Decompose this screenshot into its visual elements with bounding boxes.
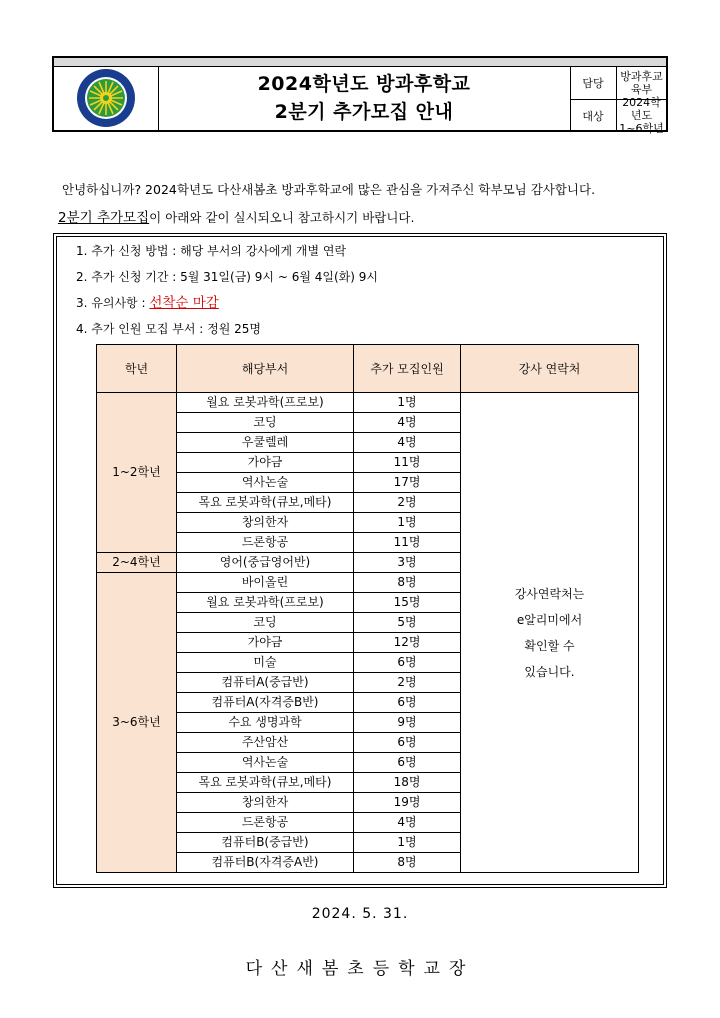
intro-emphasis: 2분기 추가모집 <box>58 210 150 226</box>
grade-cell: 1~2학년 <box>97 393 177 553</box>
intro-paragraph <box>58 176 672 232</box>
department-cell: 바이올린 <box>177 573 354 593</box>
item-notes <box>76 290 378 316</box>
department-cell: 드론항공 <box>177 813 354 833</box>
header-department: 해당부서 <box>177 345 354 393</box>
department-cell: 컴퓨터B(중급반) <box>177 833 354 853</box>
intro-line-2-rest: 이 아래와 같이 실시되오니 참고하시기 바랍니다. <box>149 210 415 225</box>
title-cell <box>158 66 571 130</box>
department-cell: 주산암산 <box>177 733 354 753</box>
item-apply-period: 2. 추가 신청 기간 : 5월 31일(금) 9시 ~ 6월 4일(화) 9시 <box>76 270 378 284</box>
count-cell: 9명 <box>354 713 461 733</box>
department-cell: 창의한자 <box>177 793 354 813</box>
department-cell: 수요 생명과학 <box>177 713 354 733</box>
count-cell: 6명 <box>354 693 461 713</box>
count-cell: 6명 <box>354 753 461 773</box>
department-cell: 월요 로봇과학(프로보) <box>177 393 354 413</box>
header-grade: 학년 <box>97 345 177 393</box>
department-cell: 미술 <box>177 653 354 673</box>
department-cell: 컴퓨터A(중급반) <box>177 673 354 693</box>
logo-cell <box>54 66 159 130</box>
header-count: 추가 모집인원 <box>354 345 461 393</box>
department-cell: 드론항공 <box>177 533 354 553</box>
department-cell: 창의한자 <box>177 513 354 533</box>
count-cell: 4명 <box>354 813 461 833</box>
grade-cell: 2~4학년 <box>97 553 177 573</box>
contact-line: 있습니다. <box>524 664 575 679</box>
issue-date: 2024. 5. 31. <box>311 906 409 922</box>
department-cell: 영어(중급영어반) <box>177 553 354 573</box>
count-cell: 4명 <box>354 413 461 433</box>
contact-line: 확인할 수 <box>524 638 575 653</box>
count-cell: 15명 <box>354 593 461 613</box>
department-cell: 월요 로봇과학(프로보) <box>177 593 354 613</box>
count-cell: 3명 <box>354 553 461 573</box>
contact-line: 강사연락처는 <box>514 586 585 601</box>
department-cell: 목요 로봇과학(큐보,메타) <box>177 773 354 793</box>
department-cell: 코딩 <box>177 613 354 633</box>
meta-key: 담당 <box>570 66 617 99</box>
header-contact: 강사 연락처 <box>461 345 639 393</box>
count-cell: 2명 <box>354 673 461 693</box>
department-cell: 역사논술 <box>177 473 354 493</box>
grade-cell: 3~6학년 <box>97 573 177 873</box>
count-cell: 11명 <box>354 533 461 553</box>
department-cell: 역사논술 <box>177 753 354 773</box>
meta-value-target: 2024학년도 1~6학년 <box>619 96 664 135</box>
meta-row-owner <box>570 66 666 100</box>
meta-table <box>570 66 666 135</box>
department-cell: 코딩 <box>177 413 354 433</box>
contact-cell <box>461 393 639 873</box>
count-cell: 1명 <box>354 833 461 853</box>
count-cell: 2명 <box>354 493 461 513</box>
contact-line: e알리미에서 <box>516 612 583 627</box>
recruitment-table <box>96 344 639 873</box>
intro-line-2 <box>58 204 672 232</box>
meta-key: 대상 <box>570 99 617 132</box>
count-cell: 18명 <box>354 773 461 793</box>
count-cell: 19명 <box>354 793 461 813</box>
title-line-1: 2024학년도 방과후학교 <box>257 73 471 95</box>
principal-signature: 다산새봄초등학교장 <box>245 959 475 979</box>
count-cell: 6명 <box>354 733 461 753</box>
notice-items <box>76 238 378 342</box>
item-capacity: 4. 추가 인원 모집 부서 : 정원 25명 <box>76 322 261 336</box>
department-cell: 가야금 <box>177 633 354 653</box>
intro-line-1: 안녕하십니까? 2024학년도 다산새봄초 방과후학교에 많은 관심을 가져주신 학부모님 감사합니다. <box>62 182 596 197</box>
item-notes-highlight: 선착순 마감 <box>149 295 219 311</box>
table-body <box>97 393 639 873</box>
department-cell: 우쿨렐레 <box>177 433 354 453</box>
department-cell: 목요 로봇과학(큐보,메타) <box>177 493 354 513</box>
count-cell: 12명 <box>354 633 461 653</box>
count-cell: 5명 <box>354 613 461 633</box>
table-header-row <box>97 345 639 393</box>
table-row <box>97 393 639 413</box>
count-cell: 17명 <box>354 473 461 493</box>
department-cell: 컴퓨터B(자격증A반) <box>177 853 354 873</box>
count-cell: 11명 <box>354 453 461 473</box>
meta-value: 방과후교육부 <box>620 69 663 96</box>
department-cell: 가야금 <box>177 453 354 473</box>
item-notes-prefix: 3. 유의사항 : <box>76 296 150 310</box>
item-apply-method: 1. 추가 신청 방법 : 해당 부서의 강사에게 개별 연락 <box>76 244 347 258</box>
meta-row-target <box>570 96 666 135</box>
department-cell: 컴퓨터A(자격증B반) <box>177 693 354 713</box>
count-cell: 8명 <box>354 573 461 593</box>
title-line-2: 2분기 추가모집 안내 <box>274 101 454 123</box>
count-cell: 8명 <box>354 853 461 873</box>
count-cell: 4명 <box>354 433 461 453</box>
count-cell: 1명 <box>354 393 461 413</box>
document-header <box>52 56 668 135</box>
count-cell: 1명 <box>354 513 461 533</box>
school-emblem-icon <box>75 67 137 129</box>
count-cell: 6명 <box>354 653 461 673</box>
